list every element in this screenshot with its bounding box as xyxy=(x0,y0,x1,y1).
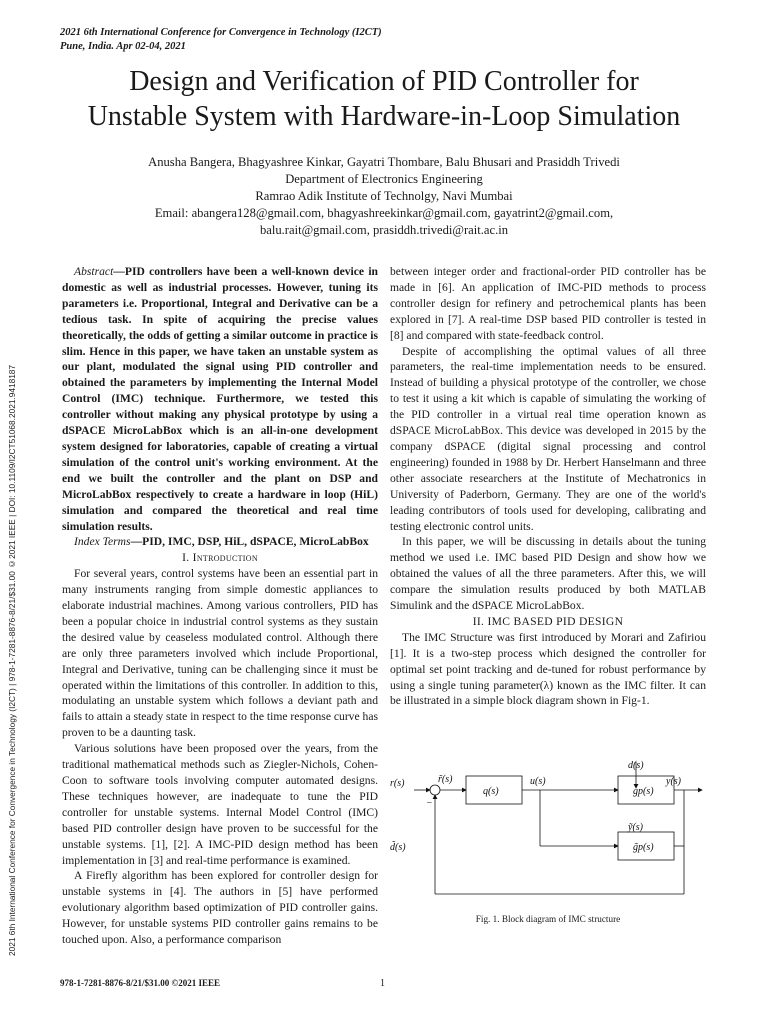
author-names: Anusha Bangera, Bhagyashree Kinkar, Gayatri Thombare, Balu Bhusari and Prasiddh Trivedi xyxy=(148,155,620,169)
index-terms xyxy=(62,534,378,550)
abstract-lead: Abstract xyxy=(74,265,114,278)
abstract-text: —PID controllers have been a well-known device in domestic as well as industrial processes. However, tuning its parameters i.e. Proportional, Integral and Derivative can be a tedious task. In spite of acquiring the precise values theoretically, the odds of getting a similar outcome in practice is slim. Hence in this paper, we have taken an unstable system as our plant, modulated the signal using PID controller and obtained the parameters by implementing the Internal Model Control (IMC) technique. Furthermore, we tested this controller without making any physical prototype by using a dSPACE MicroLabBox which is an all-in-one development system designed for laboratories, capable of creating a virtual simulation of the control unit's working environment. At the end we built the controller and the plant on DSP and MicroLabBox respectively to create a hardware in loop (HiL) simulation and compared the theoretical and real time simulation results. xyxy=(62,265,378,533)
summing-junction xyxy=(430,785,440,795)
page-number: 1 xyxy=(380,978,385,989)
body-paragraph: In this paper, we will be discussing in details about the tuning method we used i.e. IMC based PID Design and show how we obtained the values of all the three parameters. After this, we will compare the simulation results produced by both MATLAB Simulink and the dSPACE MicroLabBox. xyxy=(390,535,706,613)
label-d: d(s) xyxy=(628,760,644,771)
label-gp: gp(s) xyxy=(633,786,654,797)
left-column xyxy=(62,264,378,948)
section-1-numeral: I. xyxy=(182,551,193,565)
body-paragraph: between integer order and fractional-order PID controller has be made in [6]. An application of IMC-PID methods to process controller design for refinery and petrochemical plants has been explored in [7]. A real-time DSP based PID controller is tested in [8] and compared with state-feedback control. xyxy=(390,265,706,342)
email-line-1: Email: abangera128@gmail.com, bhagyashreekinkar@gmail.com, gayatrint2@gmail.com, xyxy=(154,206,614,220)
conference-header xyxy=(60,26,382,53)
label-y-tilde: ỹ(s) xyxy=(628,822,643,833)
label-sum-minus: − xyxy=(426,798,433,809)
label-u: u(s) xyxy=(530,776,546,787)
paper-title xyxy=(0,64,768,134)
label-q: q(s) xyxy=(483,786,499,797)
institute: Ramrao Adik Institute of Technolgy, Navi Mumbai xyxy=(255,189,513,203)
abstract xyxy=(62,264,378,534)
intro-paragraph: For several years, control systems have been an essential part in many instruments ranging from simple domestic appliances to elaborate industrial machines. Among various controllers, PID has been a popular choice in industrial control systems as they sustain the desired value by ceaseless modulated control. Although there are only three parameters involved which include Proportional, Integral and Derivative, tuning can be challenging since it must be operated within the limitations of this controller. In addition to this, modulating an unstable system which follows a deviant path and fails to attain a steady state in respect to the time response curve has proven to be a daunting task. xyxy=(62,567,378,740)
imc-paragraph: The IMC Structure was first introduced by Morari and Zafiriou [1]. It is a two-step process which designed the controller for optimal set point tracking and de-tuned for robust performance by using a single tuning parameter(λ) known as the IMC filter. It can be illustrated in a simple block diagram shown in Fig-1. xyxy=(390,630,706,708)
body-paragraph: Despite of accomplishing the optimal values of all three parameters, the real-time implementation needs to be ensured. Instead of building a physical prototype of the controller, we chose to test it using a kit which is capable of simulating the working of the PID controller in a virtual real time operation known as dSPACE MicroLabBox. This device was developed in 2015 by the company dSPACE (digital signal processing and control engineering) founded in 1988 by Dr. Herbert Hanselmann and three other associate researchers at the Institute of Mechatronics in University of Paderborn, Germany. They are one of the world's leading contributors of tools used for developing, calibrating and testing electronic control units. xyxy=(390,344,706,533)
right-column xyxy=(390,264,706,709)
title-line-1: Design and Verification of PID Controller for xyxy=(129,66,639,97)
section-1-heading xyxy=(62,550,378,566)
intro-paragraph: Various solutions have been proposed over the years, from the traditional mathematical methods such as Ziegler-Nichols, Cohen-Coon to software tools involving computer automated designs. These techniques however, are inadequate to tune the PID controller for unstable systems. Internal Model Control (IMC) based PID controller design have proven to be successful for the unstable systems. [1], [2]. A IMC-PID design method has been implementation in [3] and real-time performance is examined. xyxy=(62,742,378,867)
conference-name: 2021 6th International Conference for Convergence in Technology (I2CT) xyxy=(60,27,382,38)
figure-1-caption: Fig. 1. Block diagram of IMC structure xyxy=(475,914,621,924)
section-1-title: Introduction xyxy=(192,551,258,565)
imc-block-diagram xyxy=(390,760,706,910)
doi-side-strip: 2021 6th International Conference for Convergence in Technology (I2CT) | 978-1-7281-8876-8/21/$31.00 ©2021 IEEE | DOI: 10.1109/I2CT51068.2021.9418187 xyxy=(7,364,17,956)
title-line-2: Unstable System with Hardware-in-Loop Simulation xyxy=(87,101,681,132)
author-block xyxy=(0,154,768,239)
index-terms-lead: Index Terms xyxy=(74,535,131,549)
footer-copyright: 978-1-7281-8876-8/21/$31.00 ©2021 IEEE xyxy=(60,978,220,988)
intro-paragraph: A Firefly algorithm has been explored for controller design for unstable systems in [4]. The authors in [5] have performed evolutionary algorithm based optimization of PID controller gains. However, for unstable systems PID controller gains remains to be touched upon. Also, a performance comparison xyxy=(62,869,378,947)
label-d-tilde: d̃(s) xyxy=(390,842,406,853)
department: Department of Electronics Engineering xyxy=(285,172,483,186)
email-line-2: balu.rait@gmail.com, prasiddh.trivedi@rait.ac.in xyxy=(259,223,509,237)
conference-location: Pune, India. Apr 02-04, 2021 xyxy=(60,40,186,52)
label-r-tilde: r̃(s) xyxy=(438,774,453,785)
index-terms-text: —PID, IMC, DSP, HiL, dSPACE, MicroLabBox xyxy=(130,535,369,549)
label-r: r(s) xyxy=(390,778,405,789)
label-y: y(s) xyxy=(666,776,681,787)
label-gp-tilde: g̃p(s) xyxy=(633,842,654,853)
section-2-heading: II. IMC BASED PID DESIGN xyxy=(472,614,624,628)
